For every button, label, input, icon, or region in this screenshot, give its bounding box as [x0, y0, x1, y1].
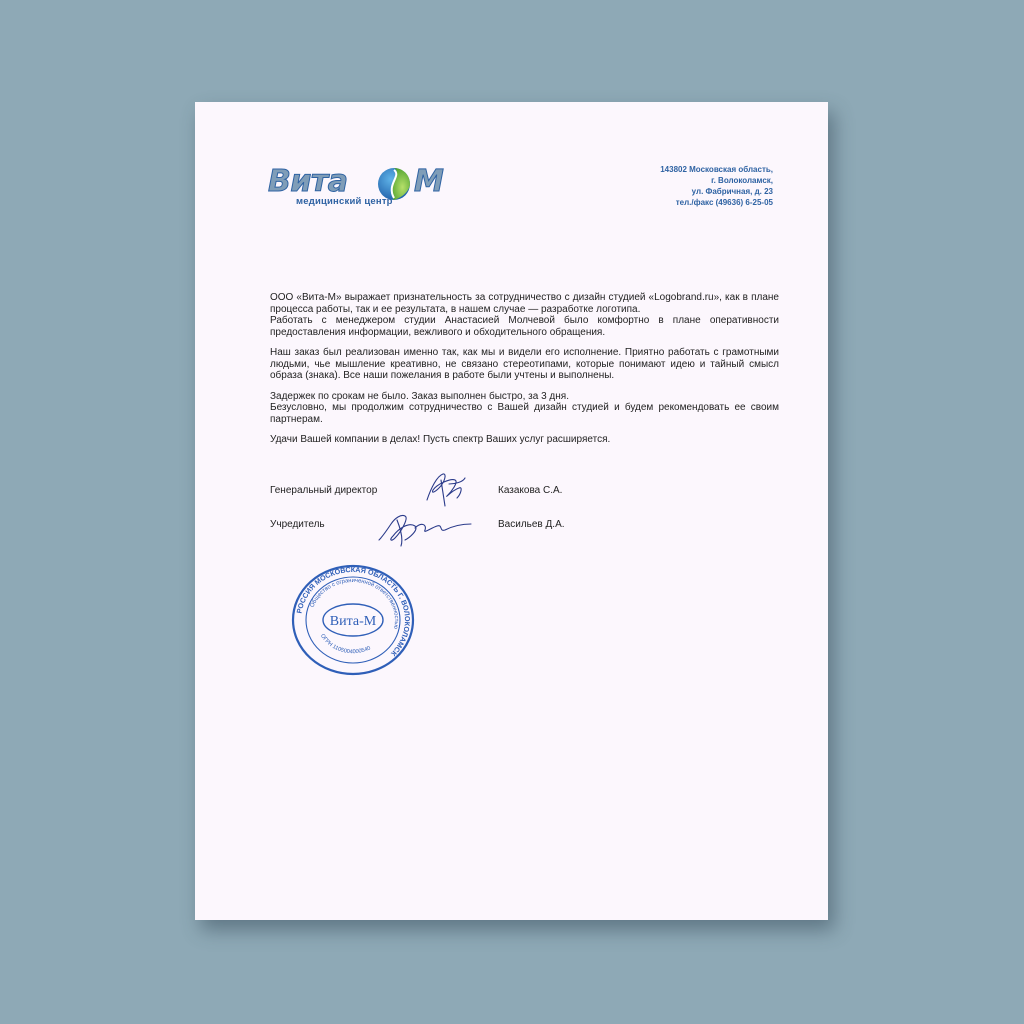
address-line: ул. Фабричная, д. 23	[691, 187, 773, 196]
letter-body	[270, 292, 779, 455]
founder-name: Васильев Д.А.	[498, 519, 565, 530]
company-stamp	[290, 564, 416, 676]
stamp-center-text: Вита-М	[329, 614, 377, 629]
paragraph-text: Задержек по срокам не было. Заказ выполнен быстро, за 3 дня.	[270, 390, 569, 402]
stamp-bottom-text: ОГРН 1105004000540	[318, 633, 372, 656]
founder-signature-row	[270, 519, 690, 539]
stamp-outer-text: РОССИЯ МОСКОВСКАЯ ОБЛАСТЬ Г. ВОЛОКОЛАМСК	[294, 564, 413, 659]
company-address	[660, 164, 773, 208]
founder-title: Учредитель	[270, 519, 325, 530]
paragraph-text: Работать с менеджером студии Анастасией Молчевой было комфортно в плане оперативности предоставления информации, вежливого и обходительного обращения.	[270, 315, 779, 338]
logo-word-right: М	[414, 164, 444, 199]
paragraph-text: Наш заказ был реализован именно так, как мы и видели его исполнение. Приятно работать с грамотными людьми, чье мышление креативно, не связано стереотипами, которые понимают идею и тайный смысл образа (знака). Все наши пожелания в работе были учтены и выполнены.	[270, 347, 779, 381]
director-signature-row	[270, 485, 690, 505]
company-logo	[268, 164, 458, 209]
address-line: тел./факс (49636) 6-25-05	[675, 198, 773, 207]
paragraph	[270, 292, 779, 338]
logo-tagline: медицинский центр	[296, 196, 393, 207]
address-line: 143802 Московская область,	[660, 165, 773, 174]
paragraph	[270, 391, 779, 426]
stamp-inner-text: Общество с ограниченной ответственностью	[309, 577, 400, 630]
paragraph-text: Безусловно, мы продолжим сотрудничество с Вашей дизайн студией и будем рекомендовать ее своим партнерам.	[270, 402, 779, 425]
paragraph	[270, 347, 779, 382]
logo-word-left: Вита	[268, 164, 348, 199]
founder-signature	[375, 510, 475, 550]
letter-page	[195, 102, 828, 920]
paragraph	[270, 434, 779, 446]
paragraph-text: Удачи Вашей компании в делах! Пусть спектр Ваших услуг расширяется.	[270, 434, 611, 445]
director-title: Генеральный директор	[270, 485, 378, 496]
director-signature	[421, 470, 469, 508]
director-name: Казакова С.А.	[498, 485, 563, 496]
address-line: г. Волоколамск,	[711, 176, 773, 185]
paragraph-text: ООО «Вита-М» выражает признательность за сотрудничество с дизайн студией «Logobrand.ru», как в плане процесса работы, так и ее результата, в нашем случае — разработке логотипа.	[270, 292, 779, 315]
